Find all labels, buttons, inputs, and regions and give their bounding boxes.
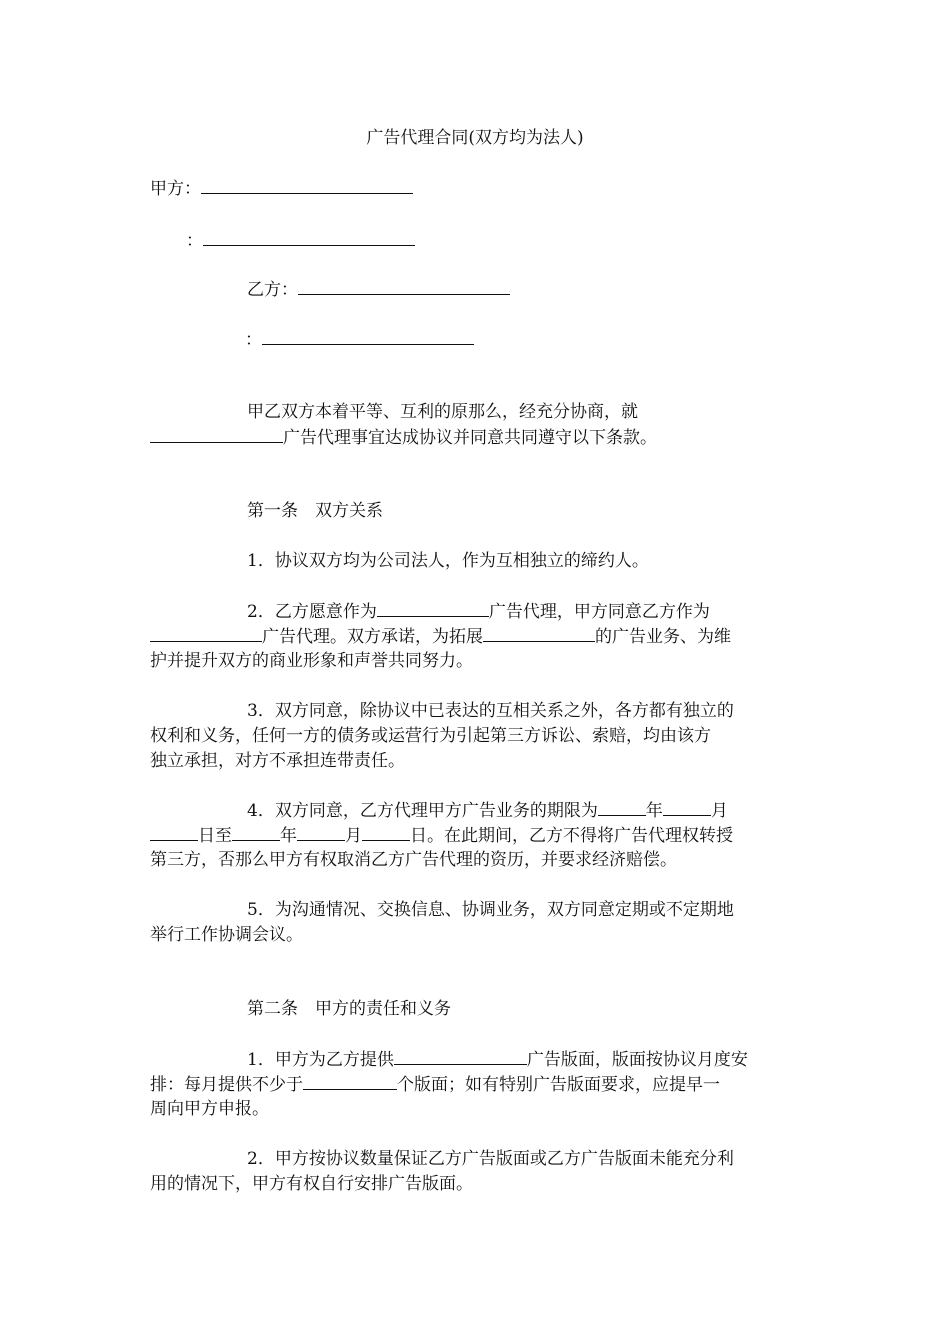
art1-clause-3-line-3: 独立承担，对方不承担连带责任。 [150, 751, 405, 771]
art1-c2-blank-3 [483, 624, 595, 642]
art1-c2-text-d: 的广告业务、为维 [595, 627, 731, 647]
party-a-extra-colon: ： [186, 231, 203, 251]
party-a-line [150, 176, 413, 201]
party-b-label: 乙方： [247, 280, 298, 300]
art1-clause-5-line-1: 5．为沟通情况、交换信息、协调业务，双方同意定期或不定期地 [247, 900, 734, 920]
art1-clause-2-line-1 [247, 599, 710, 624]
art2-clause-1-line-1 [247, 1047, 748, 1072]
start-month-blank [663, 798, 711, 816]
day-to-label: 日至 [198, 826, 232, 846]
art1-c2-blank-1 [377, 599, 489, 617]
end-month-label: 月 [345, 826, 362, 846]
art2-clause-2-line-2: 用的情况下，甲方有权自行安排广告版面。 [150, 1174, 473, 1194]
intro-line-1: 甲乙双方本着平等、互利的原那么，经充分协商，就 [247, 402, 638, 422]
art1-clause-3-line-1: 3．双方同意，除协议中已表达的互相关系之外，各方都有独立的 [247, 701, 734, 721]
intro-blank [150, 425, 283, 443]
party-b-line [247, 277, 510, 302]
party-a-extra-blank [203, 228, 415, 246]
start-day-blank [150, 823, 198, 841]
art2-c1-text-b: 广告版面，版面按协议月度安 [526, 1050, 748, 1070]
intro-line-2 [150, 425, 657, 450]
party-a-extra-line [186, 228, 415, 253]
art1-clause-4-line-1 [247, 798, 728, 823]
art2-clause-1-line-3: 周向甲方申报。 [150, 1099, 269, 1119]
art1-c4-text-a: 4．双方同意，乙方代理甲方广告业务的期限为 [247, 801, 598, 821]
art1-c2-text-a: 2．乙方愿意作为 [247, 602, 377, 622]
end-year-blank [232, 823, 280, 841]
art1-clause-1: 1．协议双方均为公司法人，作为互相独立的缔约人。 [247, 551, 649, 571]
art1-c2-blank-2 [150, 624, 262, 642]
art1-clause-2-line-2 [150, 624, 731, 649]
end-month-blank [297, 823, 345, 841]
art2-c1-text-a: 1．甲方为乙方提供 [247, 1050, 394, 1070]
party-a-label: 甲方： [150, 179, 201, 199]
party-a-blank [201, 176, 413, 194]
art1-clause-5-line-2: 举行工作协调会议。 [150, 925, 303, 945]
art2-c1-blank-2 [303, 1072, 397, 1090]
art1-c2-text-b: 广告代理，甲方同意乙方作为 [488, 602, 710, 622]
end-year-label: 年 [280, 826, 297, 846]
article-2-heading: 第二条 甲方的责任和义务 [247, 999, 451, 1019]
art2-clause-2-line-1: 2．甲方按协议数量保证乙方广告版面或乙方广告版面未能充分利 [247, 1149, 734, 1169]
party-b-extra-blank [262, 327, 474, 345]
start-month-label: 月 [710, 801, 728, 821]
article-1-heading: 第一条 双方关系 [247, 501, 383, 521]
intro-text: 广告代理事宜达成协议并同意共同遵守以下条款。 [283, 428, 657, 448]
start-year-label: 年 [645, 801, 663, 821]
page-title: 广告代理合同(双方均为法人) [366, 128, 584, 148]
art1-clause-4-line-3: 第三方，否那么甲方有权取消乙方广告代理的资历，并要求经济赔偿。 [150, 850, 677, 870]
start-year-blank [598, 798, 646, 816]
art1-clause-3-line-2: 权利和义务，任何一方的债务或运营行为引起第三方诉讼、索赔，均由该方 [150, 726, 711, 746]
party-b-blank [298, 277, 510, 295]
art1-clause-4-line-2 [150, 823, 733, 848]
party-b-extra-colon: ： [245, 330, 262, 350]
end-day-blank [362, 823, 410, 841]
party-b-extra-line [245, 327, 474, 352]
art1-clause-2-line-3: 护并提升双方的商业形象和声誉共同努力。 [150, 651, 473, 671]
art2-c1-blank-1 [394, 1047, 527, 1065]
art2-c1-text-d: 个版面；如有特别广告版面要求，应提早一 [397, 1075, 720, 1095]
art1-c4-text-b: 日。在此期间，乙方不得将广告代理权转授 [410, 826, 733, 846]
art1-c2-text-c: 广告代理。双方承诺，为拓展 [262, 627, 483, 647]
art2-clause-1-line-2 [150, 1072, 720, 1097]
art2-c1-text-c: 排：每月提供不少于 [150, 1075, 303, 1095]
